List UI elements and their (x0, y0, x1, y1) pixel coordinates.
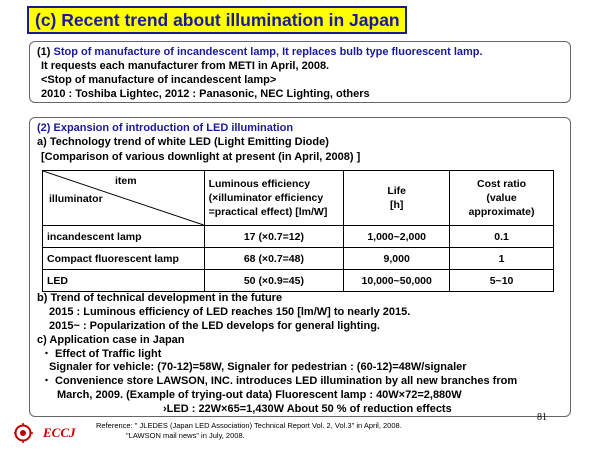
row-efficiency: 68 (×0.7=48) (204, 248, 344, 270)
table-header-row (43, 171, 554, 226)
section-1-line-3: 2010 : Toshiba Lightec, 2012 : Panasonic, NEC Lighting, others (41, 88, 370, 100)
row-life: 9,000 (344, 248, 450, 270)
subsection-b-line-1: 2015 : Luminous efficiency of LED reaches 150 [lm/W] to nearly 2015. (49, 306, 411, 318)
logo-emblem-icon (12, 423, 36, 443)
section-1-line-2: <Stop of manufacture of incandescent lamp> (41, 74, 277, 86)
logo-text: ECCJ (43, 425, 76, 440)
eccj-logo (12, 423, 92, 443)
row-efficiency: 50 (×0.9=45) (204, 270, 344, 292)
illuminator-label: illuminator (49, 193, 103, 205)
item-illuminator-header (43, 171, 205, 226)
reference-line-1: Reference: " JLEDES (Japan LED Association) Technical Report Vol. 2, Vol.3" in April, 2008. (96, 421, 402, 430)
section-1-line-1: It requests each manufacturer from METI in April, 2008. (41, 60, 330, 72)
lawson-bullet: ・ Convenience store LAWSON, INC. introduces LED illumination by all new branches from (41, 375, 518, 387)
lawson-line-2: March, 2009. (Example of trying-out data) Fluorescent lamp : 40W×72=2,880W (57, 389, 462, 401)
section-2-heading: (2) Expansion of introduction of LED illumination (37, 122, 294, 134)
row-cost: 1 (450, 248, 554, 270)
life-header (344, 171, 450, 226)
cost-header (450, 171, 554, 226)
item-label: item (115, 175, 137, 187)
row-name: incandescent lamp (43, 226, 205, 248)
traffic-light-bullet: ・ Effect of Traffic light (41, 348, 162, 360)
subsection-c-title: c) Application case in Japan (37, 334, 185, 346)
efficiency-header (204, 171, 344, 226)
life-header-line-2: [h] (389, 199, 404, 211)
subsection-a-title: a) Technology trend of white LED (Light Emitting Diode) (37, 136, 329, 148)
section-1-number: (1) (37, 46, 54, 58)
reference-note (96, 421, 402, 441)
life-header-line-1: Life (387, 185, 407, 197)
subsection-a-subtitle: [Comparison of various downlight at present (in April, 2008) ] (41, 151, 361, 163)
table-row (43, 270, 554, 292)
row-life: 10,000~50,000 (344, 270, 450, 292)
row-cost: 0.1 (450, 226, 554, 248)
cost-header-line-1: Cost ratio (477, 178, 527, 190)
table-row (43, 248, 554, 270)
table-row (43, 226, 554, 248)
page-title: (c) Recent trend about illumination in Japan (27, 6, 407, 34)
traffic-light-detail: Signaler for vehicle: (70-12)=58W, Signaler for pedestrian : (60-12)=48W/signaler (49, 361, 467, 373)
row-name: Compact fluorescent lamp (43, 248, 205, 270)
page-number: 81 (537, 412, 547, 423)
section-1-heading-text: Stop of manufacture of incandescent lamp, It replaces bulb type fluorescent lamp. (53, 46, 483, 58)
lawson-line-3: ›LED : 22W×65=1,430W About 50 % of reduction effects (163, 403, 452, 415)
row-efficiency: 17 (×0.7=12) (204, 226, 344, 248)
subsection-b-title: b) Trend of technical development in the future (37, 292, 283, 304)
cost-header-line-2: (value (486, 192, 517, 204)
row-name: LED (43, 270, 205, 292)
cost-header-line-3: approximate) (468, 206, 535, 218)
reference-line-2: "LAWSON mail news" in July, 2008. (126, 431, 245, 440)
section-1-heading (37, 46, 483, 59)
efficiency-header-line-3: =practical effect) [lm/W] (208, 206, 328, 218)
subsection-b-line-2: 2015~ : Popularization of the LED develops for general lighting. (49, 320, 380, 332)
row-life: 1,000~2,000 (344, 226, 450, 248)
efficiency-header-line-1: Luminous efficiency (208, 178, 311, 190)
comparison-table (42, 170, 554, 292)
efficiency-header-line-2: (×illuminator efficiency (208, 192, 324, 204)
row-cost: 5~10 (450, 270, 554, 292)
